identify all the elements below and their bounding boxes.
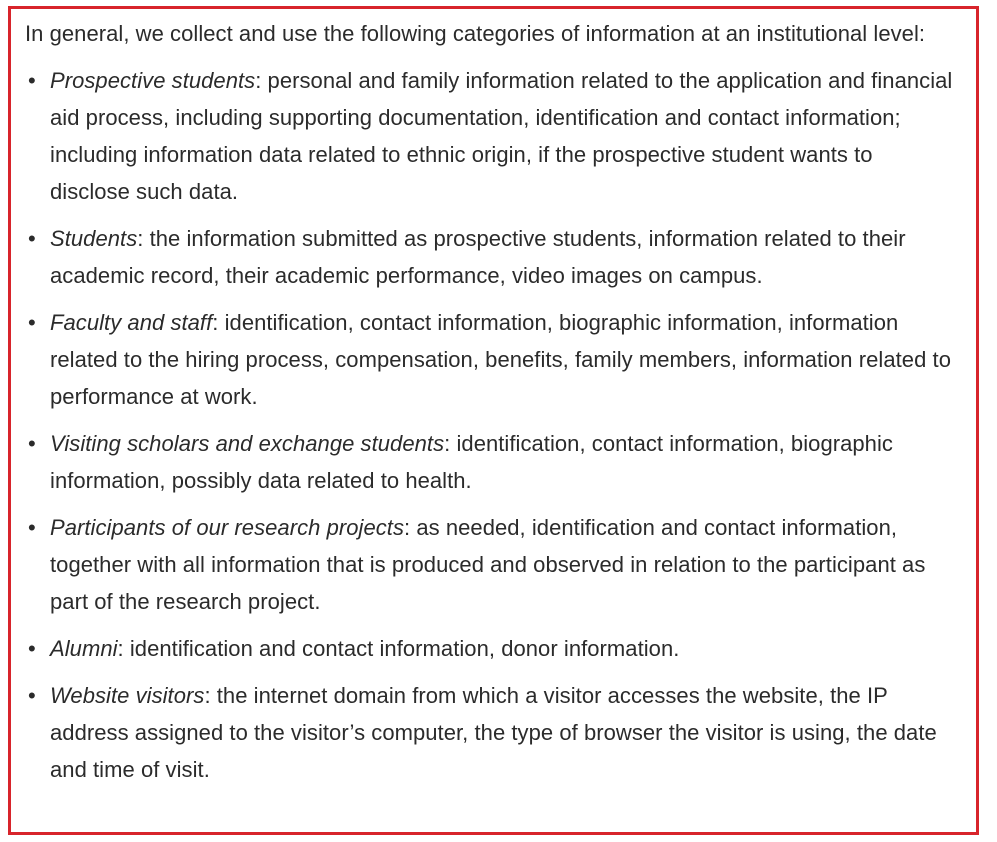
bullet-icon: • [28,431,36,456]
bullet-icon: • [28,515,36,540]
bullet-icon: • [28,68,36,93]
category-term: Participants of our research projects [50,515,405,540]
list-item [25,220,956,294]
highlight-frame [8,6,979,835]
list-item [25,677,956,788]
list-item [25,509,956,620]
list-item [25,62,956,210]
category-description: : as needed, identification and contact information, together with all information that is produced and observed in relation to the participant as part of the research project. [50,515,926,614]
category-term: Visiting scholars and exchange students [50,431,445,456]
category-description: : the internet domain from which a visitor accesses the website, the IP address assigned to the visitor’s computer, the type of browser the visitor is using, the date and time of visit. [50,683,937,782]
list-item [25,304,956,415]
category-description: : the information submitted as prospective students, information related to their academic record, their academic performance, video images on campus. [50,226,906,288]
bullet-icon: • [28,226,36,251]
category-description: : identification, contact information, biographic information, information related to the hiring process, compensation, benefits, family members, information related to performance at work. [50,310,951,409]
policy-content [25,15,956,788]
category-term: Prospective students [50,68,256,93]
category-description: : personal and family information related to the application and financial aid process, including supporting documentation, identification and contact information; including information data related to ethnic origin, if the prospective student wants to disclose such data. [50,68,953,204]
list-item [25,630,956,667]
category-term: Students [50,226,138,251]
category-term: Website visitors [50,683,205,708]
category-description: : identification and contact information, donor information. [117,636,680,661]
information-categories-list [25,62,956,788]
list-item [25,425,956,499]
category-term: Faculty and staff [50,310,213,335]
bullet-icon: • [28,310,36,335]
intro-paragraph: In general, we collect and use the following categories of information at an institutional level: [25,21,926,46]
category-description: : identification, contact information, biographic information, possibly data related to health. [50,431,893,493]
category-term: Alumni [50,636,118,661]
bullet-icon: • [28,683,36,708]
bullet-icon: • [28,636,36,661]
